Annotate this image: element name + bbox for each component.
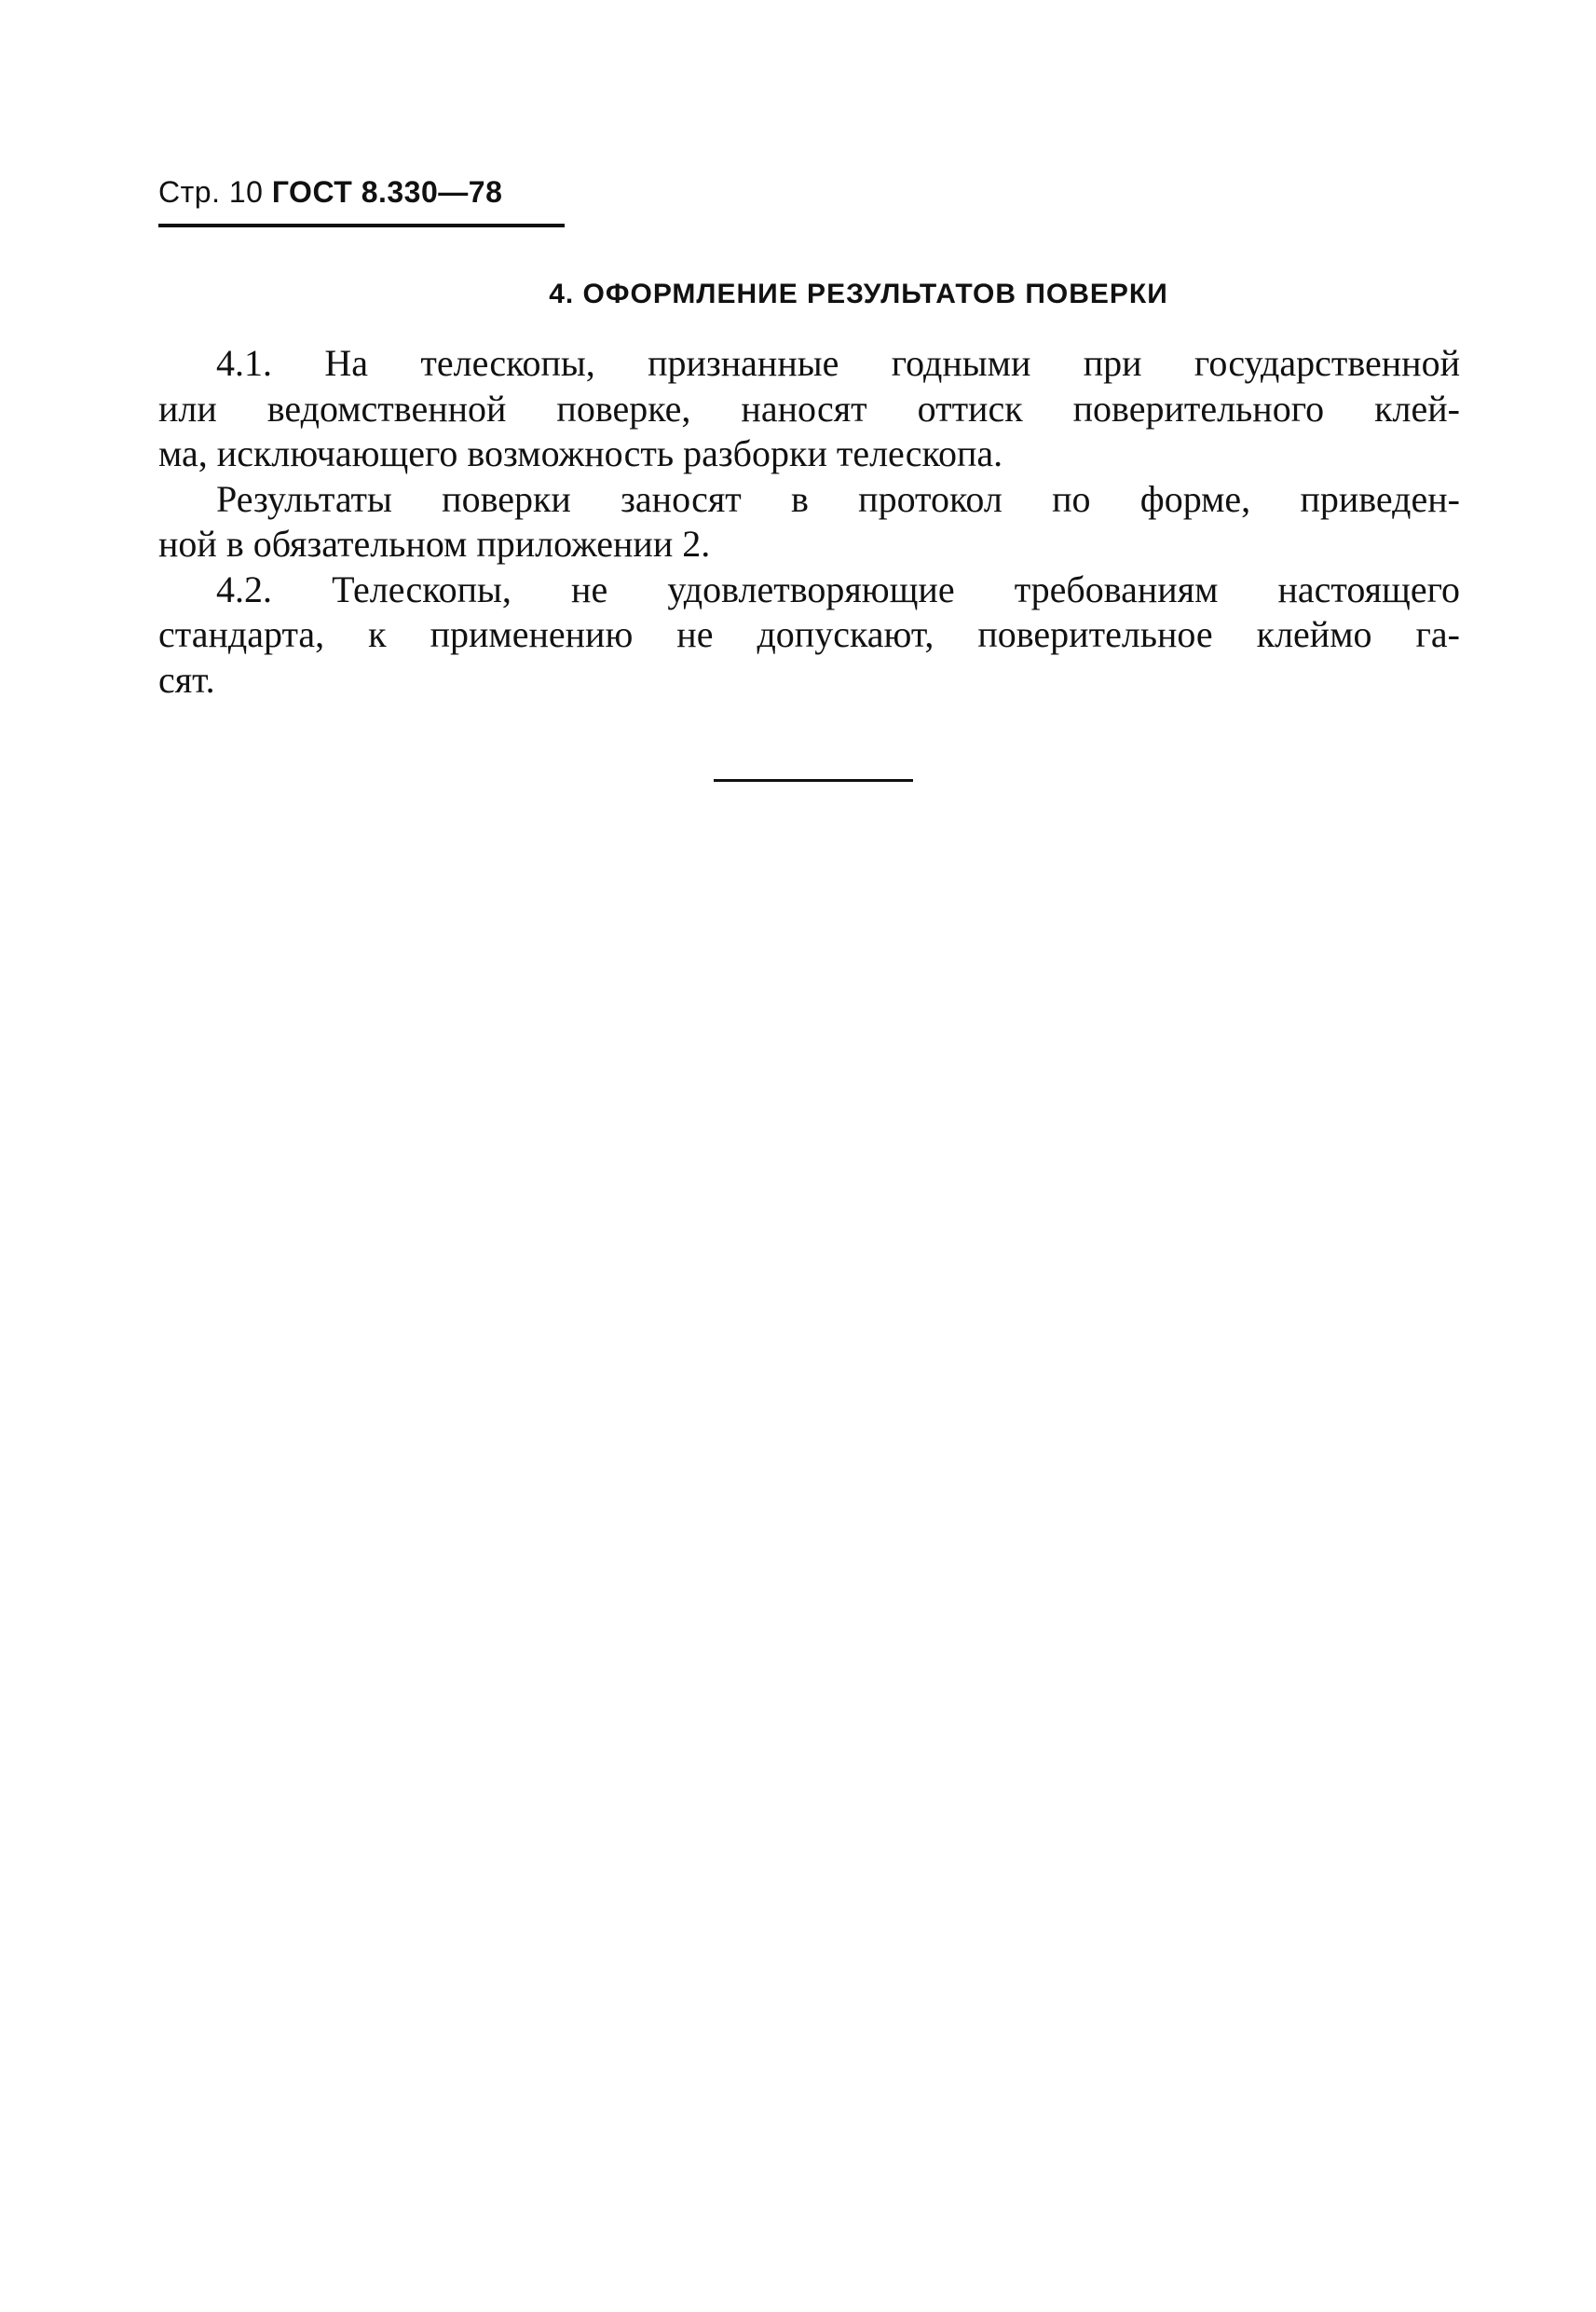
paragraph-4-1 <box>158 341 1460 477</box>
paragraph-4-2 <box>158 568 1460 704</box>
running-header <box>158 173 502 211</box>
header-rule <box>158 224 565 227</box>
text-line: Результаты поверки заносят в протокол по форме, приведен- <box>216 477 1460 520</box>
standard-number: ГОСТ 8.330—78 <box>271 175 503 209</box>
paragraph-results <box>158 477 1460 568</box>
text-line: сят. <box>158 658 215 701</box>
text-line: ной в обязательном приложении 2. <box>158 523 711 565</box>
text-line: или ведомственной поверке, наносят оттиск поверительного клей- <box>158 387 1460 430</box>
text-line: 4.1. На телескопы, признанные годными при государственной <box>216 342 1460 384</box>
end-rule <box>714 779 913 782</box>
body-text <box>158 341 1460 703</box>
section-title: 4. ОФОРМЛЕНИЕ РЕЗУЛЬТАТОВ ПОВЕРКИ <box>549 279 1168 309</box>
text-line: 4.2. Телескопы, не удовлетворяющие требованиям настоящего <box>216 568 1460 610</box>
text-line: стандарта, к применению не допускают, поверительное клеймо га- <box>158 613 1460 655</box>
page-number-label: Стр. 10 <box>158 175 264 209</box>
text-line: ма, исключающего возможность разборки телескопа. <box>158 432 1003 474</box>
